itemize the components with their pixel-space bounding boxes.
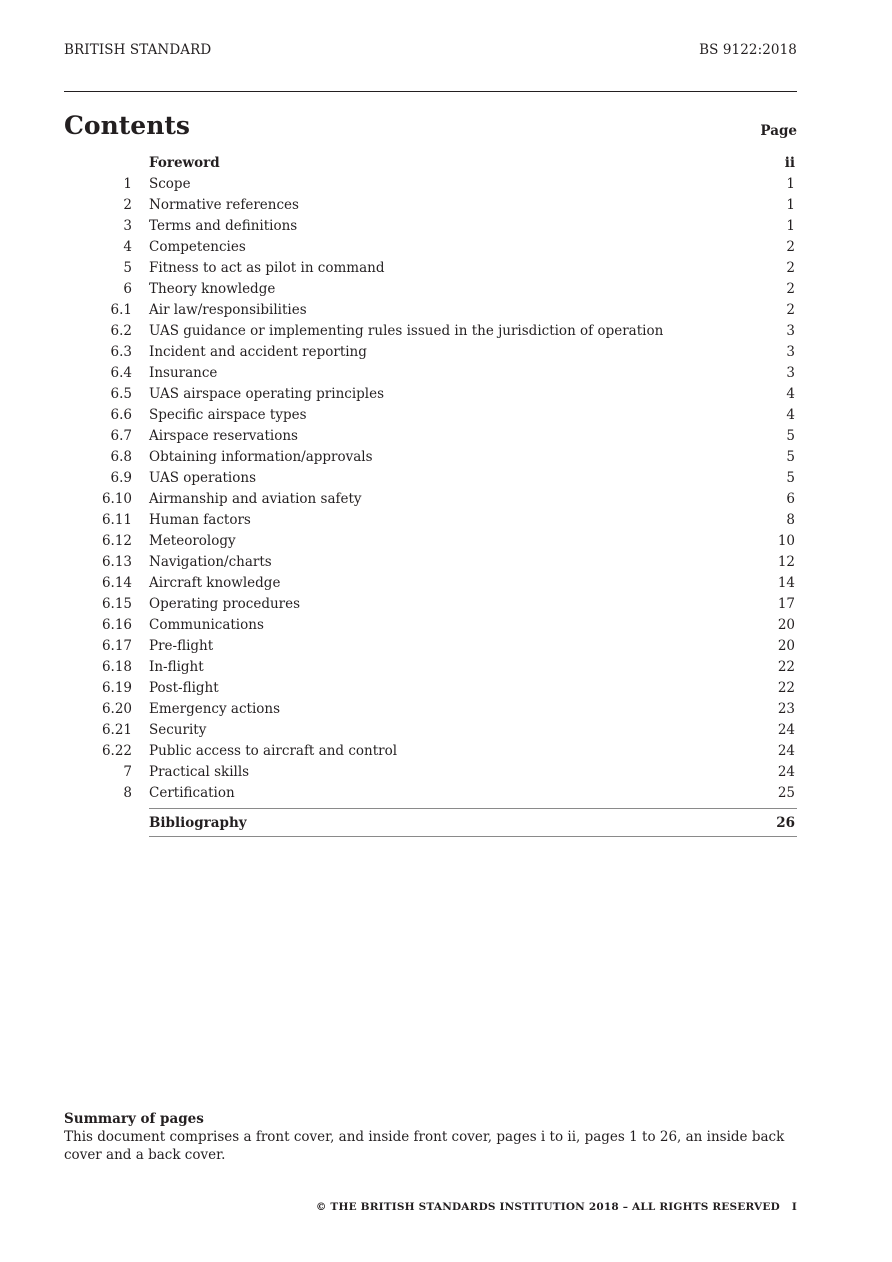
toc-entry[interactable]: [64, 741, 797, 762]
toc-entry-title: Theory knowledge: [149, 281, 276, 297]
toc-entry-title: Communications: [149, 617, 264, 633]
toc-entry-number: 7: [123, 764, 132, 780]
toc-entry-page: 1: [786, 197, 795, 213]
toc-entry-title: UAS operations: [149, 470, 257, 486]
toc-entry-title: Competencies: [149, 239, 246, 255]
toc-entry[interactable]: [64, 468, 797, 489]
toc-entry-number: 6.10: [101, 491, 132, 507]
toc-entry[interactable]: [64, 762, 797, 783]
toc-entry-number: 6.9: [110, 470, 132, 486]
toc-entry-number: 6.15: [101, 596, 132, 612]
toc-entry-title: Public access to aircraft and control: [149, 743, 398, 759]
toc-entry[interactable]: [64, 405, 797, 426]
toc-entry-number: 6.4: [110, 365, 132, 381]
toc-entry-title: In-flight: [149, 659, 204, 675]
toc-entry-number: 3: [123, 218, 132, 234]
toc-entry-page: 4: [786, 407, 795, 423]
toc-entry-page: 2: [786, 281, 795, 297]
toc-entry-page: 5: [786, 470, 795, 486]
toc-entry-title: Air law/responsibilities: [149, 302, 307, 318]
toc-entry-page: 2: [786, 239, 795, 255]
toc-entry-title: Foreword: [149, 155, 220, 171]
toc-entry-number: 5: [123, 260, 132, 276]
toc-entry-number: 6.13: [101, 554, 132, 570]
summary-title: Summary of pages: [64, 1111, 204, 1127]
toc-entry-title: Navigation/charts: [149, 554, 272, 570]
toc-entry[interactable]: [64, 657, 797, 678]
toc-entry-title: Airmanship and aviation safety: [149, 491, 362, 507]
summary-of-pages: [64, 1110, 797, 1164]
toc-entry-number: 6.1: [110, 302, 132, 318]
toc-entry[interactable]: [64, 447, 797, 468]
toc-entry-number: 6.6: [110, 407, 132, 423]
toc-entry-title: Specific airspace types: [149, 407, 307, 423]
toc-entry-number: 2: [123, 197, 132, 213]
toc-entry[interactable]: [64, 237, 797, 258]
toc-entry-number: 6.17: [101, 638, 132, 654]
toc-entry-page: 22: [777, 659, 795, 675]
toc-entry-page: 10: [777, 533, 795, 549]
toc-entry-title: UAS airspace operating principles: [149, 386, 385, 402]
toc-entry-title: Airspace reservations: [149, 428, 298, 444]
page-title: Contents: [64, 111, 191, 140]
page-column-label: Page: [760, 123, 797, 139]
toc-entry-title: Human factors: [149, 512, 251, 528]
toc-entry[interactable]: [64, 783, 797, 804]
header-rule: [64, 91, 797, 92]
toc-entry-number: 6.5: [110, 386, 132, 402]
toc-entry[interactable]: [64, 510, 797, 531]
toc-entry[interactable]: [64, 426, 797, 447]
toc-entry-title: Fitness to act as pilot in command: [149, 260, 385, 276]
toc-entry-title: Terms and definitions: [149, 218, 298, 234]
toc-entry-page: 25: [777, 785, 795, 801]
toc-entry-title: Scope: [149, 176, 191, 192]
toc-entry[interactable]: [64, 699, 797, 720]
toc-entry-page: 23: [777, 701, 795, 717]
toc-entry-number: 6.2: [110, 323, 132, 339]
toc-entry[interactable]: [64, 489, 797, 510]
toc-entry[interactable]: [64, 678, 797, 699]
toc-entry-number: 6.21: [101, 722, 132, 738]
toc-entry-page: 3: [786, 344, 795, 360]
toc-entry-title: Incident and accident reporting: [149, 344, 367, 360]
toc-entry-page: 2: [786, 260, 795, 276]
toc-entry[interactable]: [64, 636, 797, 657]
toc-entry[interactable]: [64, 363, 797, 384]
toc-entry[interactable]: [64, 594, 797, 615]
toc-entry[interactable]: [64, 552, 797, 573]
toc-entry[interactable]: [64, 300, 797, 321]
toc-entry-number: 6.16: [101, 617, 132, 633]
toc-entry[interactable]: [64, 321, 797, 342]
toc-entry-number: 6.7: [110, 428, 132, 444]
toc-entry-number: 6.8: [110, 449, 132, 465]
toc-entry-number: 6.22: [101, 743, 132, 759]
toc-entry-page: 24: [777, 764, 795, 780]
toc-entry-title: Normative references: [149, 197, 299, 213]
toc-entry-number: 6.14: [101, 575, 132, 591]
toc-entry-title: Bibliography: [149, 814, 247, 831]
bibliography-entry[interactable]: [149, 808, 797, 837]
toc-entry[interactable]: [64, 153, 797, 174]
toc-entry-number: 1: [123, 176, 132, 192]
toc-entry-page: 4: [786, 386, 795, 402]
toc-entry-page: 1: [786, 218, 795, 234]
toc-entry[interactable]: [64, 174, 797, 195]
toc-entry-number: 6.12: [101, 533, 132, 549]
toc-entry-number: 6.19: [101, 680, 132, 696]
toc-entry-page: 24: [777, 743, 795, 759]
toc-entry-title: UAS guidance or implementing rules issued in the jurisdiction of operation: [149, 323, 664, 339]
toc-entry-page: 12: [777, 554, 795, 570]
table-of-contents: [64, 153, 797, 804]
header-standard-number: BS 9122:2018: [699, 42, 797, 58]
page-number: I: [791, 1201, 797, 1213]
toc-entry-number: 6.11: [101, 512, 132, 528]
toc-entry-title: Certification: [149, 785, 235, 801]
toc-entry-page: 8: [786, 512, 795, 528]
toc-entry-number: 6: [123, 281, 132, 297]
toc-entry[interactable]: [64, 342, 797, 363]
toc-entry-page: 3: [786, 365, 795, 381]
toc-entry-page: 24: [777, 722, 795, 738]
page-footer: [316, 1201, 797, 1213]
toc-entry-number: 6.18: [101, 659, 132, 675]
copyright-notice: © THE BRITISH STANDARDS INSTITUTION 2018 – ALL RIGHTS RESERVED: [315, 1201, 780, 1213]
toc-entry-title: Emergency actions: [149, 701, 281, 717]
toc-entry-page: 5: [786, 449, 795, 465]
toc-entry-title: Post-flight: [149, 680, 219, 696]
toc-entry-title: Security: [149, 722, 207, 738]
toc-entry[interactable]: [64, 720, 797, 741]
toc-entry-page: ii: [784, 155, 795, 171]
toc-entry-number: 4: [123, 239, 132, 255]
toc-entry-title: Aircraft knowledge: [149, 575, 281, 591]
toc-entry-title: Meteorology: [149, 533, 236, 549]
running-header: [64, 42, 797, 58]
toc-entry[interactable]: [64, 573, 797, 594]
toc-entry[interactable]: [64, 531, 797, 552]
toc-entry-page: 14: [777, 575, 795, 591]
toc-entry-number: 6.3: [110, 344, 132, 360]
toc-entry-title: Obtaining information/approvals: [149, 449, 373, 465]
header-standard-label: BRITISH STANDARD: [64, 42, 212, 58]
toc-entry-page: 20: [777, 617, 795, 633]
toc-entry-page: 6: [786, 491, 795, 507]
toc-entry-page: 3: [786, 323, 795, 339]
toc-entry-number: 6.20: [101, 701, 132, 717]
toc-entry-title: Insurance: [149, 365, 218, 381]
toc-entry[interactable]: [64, 216, 797, 237]
toc-entry-title: Pre-flight: [149, 638, 214, 654]
toc-entry-page: 1: [786, 176, 795, 192]
toc-entry[interactable]: [64, 615, 797, 636]
toc-entry-page: 22: [777, 680, 795, 696]
toc-entry-page: 26: [776, 814, 795, 831]
toc-entry[interactable]: [64, 258, 797, 279]
toc-entry[interactable]: [64, 384, 797, 405]
toc-entry-page: 20: [777, 638, 795, 654]
toc-entry-number: 8: [123, 785, 132, 801]
toc-entry-title: Practical skills: [149, 764, 250, 780]
toc-entry-page: 5: [786, 428, 795, 444]
toc-entry-page: 17: [777, 596, 795, 612]
toc-entry[interactable]: [64, 279, 797, 300]
toc-entry[interactable]: [64, 195, 797, 216]
summary-body: This document comprises a front cover, and inside front cover, pages i to ii, pages 1 to 26, an inside back cover and a back cover.: [64, 1129, 785, 1163]
toc-entry-title: Operating procedures: [149, 596, 301, 612]
toc-entry-page: 2: [786, 302, 795, 318]
